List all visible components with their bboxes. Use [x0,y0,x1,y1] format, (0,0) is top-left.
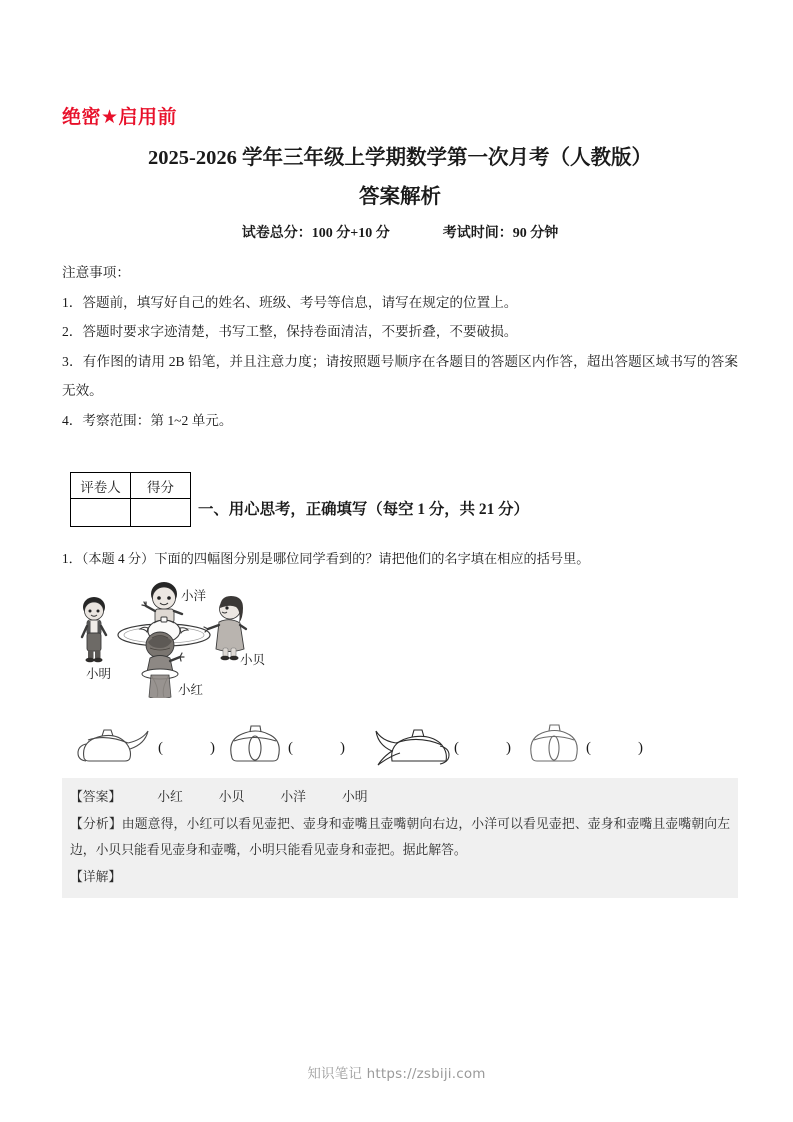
answer-analysis-block [62,778,738,898]
view-4-bracket-close: ) [638,740,643,756]
question-1-illustration [68,578,318,698]
answer-tag: 【答案】 [70,790,122,804]
question-1-points: （本题 4 分） [81,551,155,566]
illustration-label-xiaoyang: 小洋 [181,589,207,603]
notice-item-4: 4．考察范围：第 1~2 单元。 [62,412,233,428]
teapot-view-front-handle [231,726,280,761]
illustration-label-xiaoming: 小明 [86,667,112,681]
child-figure-xiaoming [82,597,106,662]
analysis-text: 由题意得，小红可以看见壶把、壶身和壶嘴且壶嘴朝向右边，小洋可以看见壶把、壶身和壶嘴且壶嘴朝向左边，小贝只能看见壶身和壶嘴，小明只能看见壶身和壶把。据此解答。 [70,816,731,857]
teapot-view-back [531,725,578,761]
table-row-values [71,499,191,527]
view-2-bracket-close: ) [340,740,345,756]
answer-value-3: 小洋 [280,790,306,804]
watermark: 知识笔记 https://zsbiji.com [307,1066,486,1082]
teapot-views-figure [62,714,738,772]
view-2-bracket-open: ( [288,740,293,756]
view-1-bracket-close: ) [210,740,215,756]
view-1-bracket-open: ( [158,740,163,756]
exam-meta [60,222,740,242]
score-table-header-score: 得分 [131,473,191,499]
notice-item-1: 1．答题前，填写好自己的姓名、班级、考号等信息，请写在规定的位置上。 [62,294,518,310]
question-1-number: 1． [62,551,82,566]
notice-title: 注意事项： [62,265,130,280]
notice-section [62,258,738,435]
total-score-label: 试卷总分：100 分+10 分 [241,226,390,241]
teapot-view-spout-left [376,730,449,765]
answer-value-4: 小明 [341,790,368,804]
teapot-view-spout-right [78,730,148,761]
answer-value-2: 小贝 [218,790,245,804]
view-4-bracket-open: ( [586,740,591,756]
question-1-text [62,547,738,571]
notice-item-3: 3．有作图的请用 2B 铅笔，并且注意力度；请按照题号顺序在各题目的答题区内作答，超出答题区域书写的答案无效。 [62,353,738,398]
view-3-bracket-close: ) [506,740,511,756]
answer-line [70,784,730,811]
view-3-bracket-open: ( [454,740,459,756]
duration-label: 考试时间：90 分钟 [442,226,559,241]
score-table-value-score[interactable] [131,499,191,527]
illustration-label-xiaobei: 小贝 [240,653,266,667]
child-figure-xiaobei [204,596,246,660]
children-around-table-figure [68,578,318,698]
secret-banner: 绝密★启用前 [62,107,178,128]
score-table [70,472,191,527]
answer-value-1: 小红 [157,790,183,804]
page-subtitle: 答案解析 [359,186,441,208]
detail-tag: 【详解】 [70,869,122,884]
score-table-header-grader: 评卷人 [71,473,131,499]
notice-item-2: 2．答题时要求字迹清楚，书写工整，保持卷面清洁，不要折叠，不要破损。 [62,324,518,339]
page-title: 2025-2026 学年三年级上学期数学第一次月考（人教版） [148,147,652,169]
table-row-header [71,473,191,499]
teapot-views-row [62,714,738,772]
illustration-label-xiaohong: 小红 [178,683,204,697]
question-1-body: 下面的四幅图分别是哪位同学看到的？请把他们的名字填在相应的括号里。 [154,551,590,566]
analysis-tag: 【分析】 [70,816,122,831]
section-heading: 一、用心思考，正确填写（每空 1 分，共 21 分） [198,501,529,518]
score-table-value-grader[interactable] [71,499,131,527]
analysis-line [70,811,730,864]
